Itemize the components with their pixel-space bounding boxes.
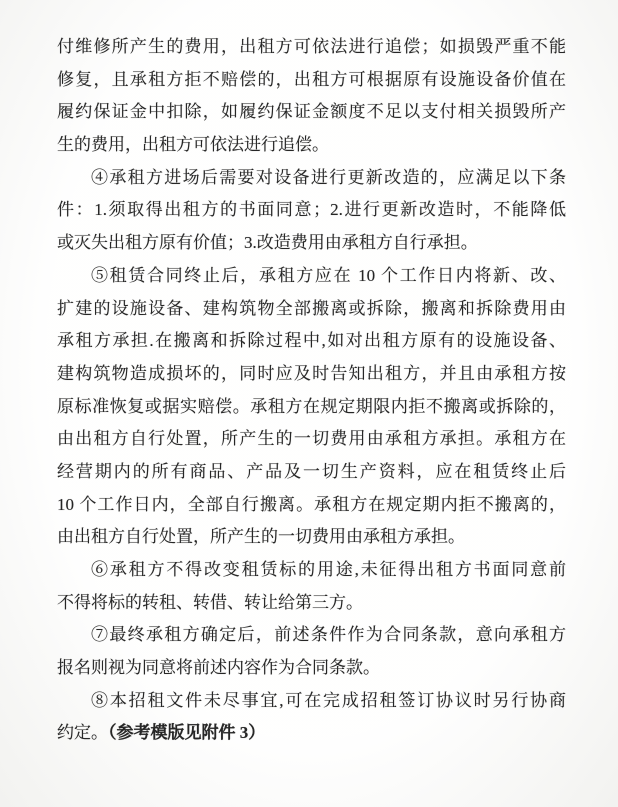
- attachment-reference-note: （参考模版见附件 3）: [108, 723, 266, 743]
- text-line-clause-4-start: ④承租方进场后需要对设备进行更新改造的，应满足以下条: [91, 167, 566, 187]
- text-line: 由出租方自行处置，所产生的一切费用由承租方承担。承租方在: [57, 429, 566, 449]
- text-line: 不得将标的转租、转借、转让给第三方。: [57, 592, 363, 612]
- text-line: 或灭失出租方原有价值；3.改造费用由承租方自行承担。: [57, 233, 478, 253]
- text-line: 修复，且承租方拒不赔偿的，出租方可根据原有设施设备价值在: [57, 69, 566, 89]
- text-line-clause-7-start: ⑦最终承租方确定后，前述条件作为合同条款，意向承租方: [91, 625, 566, 645]
- text-line: 承租方承担.在搬离和拆除过程中,如对出租方原有的设施设备、: [57, 331, 566, 351]
- document-body: [57, 31, 566, 750]
- text-line-clause-6-start: ⑥承租方不得改变租赁标的用途,未征得出租方书面同意前: [91, 560, 566, 579]
- text-line: 件：1.须取得出租方的书面同意；2.进行更新改造时，不能降低: [57, 200, 566, 220]
- text-line: 由出租方自行处置，所产生的一切费用由承租方承担。: [57, 527, 465, 547]
- text-line: [57, 717, 566, 750]
- text-line: 付维修所产生的费用，出租方可依法进行追偿；如损毁严重不能: [57, 37, 566, 56]
- text-line: 生的费用，出租方可依法进行追偿。: [57, 135, 329, 155]
- text-line: 经营期内的所有商品、产品及一切生产资料，应在租赁终止后: [57, 461, 566, 481]
- text-line: 原标准恢复或据实赔偿。承租方在规定期限内拒不搬离或拆除的，: [57, 396, 566, 416]
- text-line-clause-8-start: ⑧本招租文件未尽事宜,可在完成招租签订协议时另行协商: [91, 690, 566, 710]
- text-line: 报名则视为同意将前述内容作为合同条款。: [57, 658, 380, 678]
- text-line-clause-5-start: ⑤租赁合同终止后，承租方应在 10 个工作日内将新、改、: [91, 265, 566, 285]
- closing-text: 约定。: [57, 723, 108, 743]
- text-line: 扩建的设施设备、建构筑物全部搬离或拆除，搬离和拆除费用由: [57, 298, 566, 318]
- text-line: 履约保证金中扣除，如履约保证金额度不足以支付相关损毁所产: [57, 102, 566, 122]
- text-line: 建构筑物造成损坏的，同时应及时告知出租方，并且由承租方按: [57, 363, 566, 383]
- text-line: 10 个工作日内，全部自行搬离。承租方在规定期内拒不搬离的，: [57, 494, 566, 514]
